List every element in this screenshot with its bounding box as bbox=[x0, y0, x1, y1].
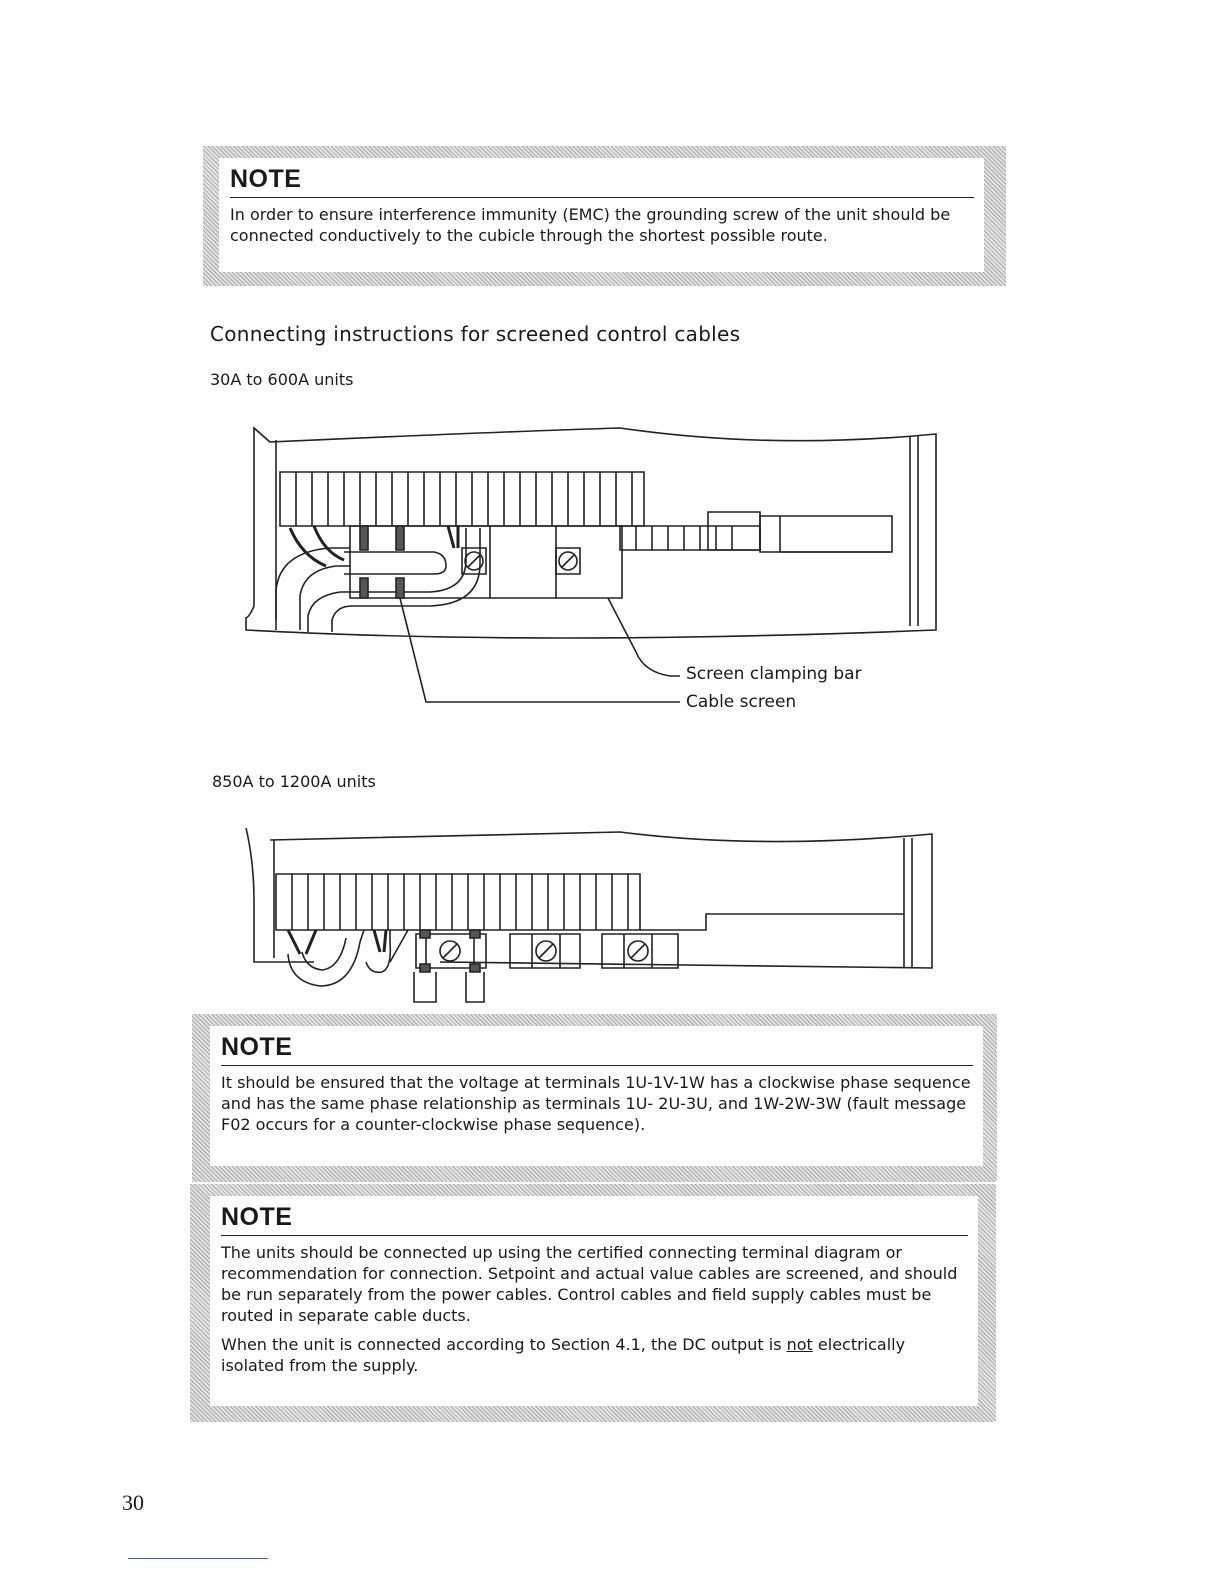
cable-screen-3 bbox=[360, 578, 368, 598]
footer-rule bbox=[128, 1558, 268, 1559]
note-paragraph-2-start: When the unit is connected according to Section 4.1, the DC output is bbox=[221, 1335, 787, 1354]
leader-screen bbox=[400, 598, 680, 702]
page-number: 30 bbox=[122, 1490, 144, 1515]
note-panel bbox=[219, 158, 984, 272]
diagram-small-heading: 30A to 600A units bbox=[210, 370, 354, 389]
note-paragraph-2 bbox=[221, 1334, 968, 1376]
wire-3 bbox=[448, 526, 458, 548]
note-heading: NOTE bbox=[221, 1202, 968, 1236]
cable-screen-4 bbox=[396, 578, 404, 598]
side-ledge bbox=[640, 914, 904, 930]
label-cable-screen: Cable screen bbox=[686, 692, 797, 712]
note-panel bbox=[210, 1196, 978, 1406]
note-paragraph-1: The units should be connected up using the certified connecting terminal diagram or recommendation for connection. Setpoint and actual value cables are screened, and should be run separately from the power cables. Control cables and field supply cables must be routed in separate cable ducts. bbox=[221, 1243, 958, 1325]
note-panel bbox=[210, 1026, 983, 1166]
wire-3 bbox=[390, 930, 408, 962]
wire-1 bbox=[290, 528, 326, 566]
wire-2 bbox=[374, 930, 386, 952]
cable-stub-2 bbox=[466, 972, 484, 1002]
wire-1 bbox=[288, 930, 316, 954]
clamp-block-3 bbox=[602, 934, 678, 968]
housing-outline bbox=[246, 828, 932, 968]
terminal-dividers bbox=[296, 472, 632, 526]
label-screen-clamping-bar: Screen clamping bar bbox=[686, 664, 862, 684]
diagram-large-heading: 850A to 1200A units bbox=[212, 772, 376, 791]
cable-screen-1 bbox=[360, 526, 368, 550]
note-text: In order to ensure interference immunity (EMC) the grounding screw of the unit should be connected conductively to the cubicle through the shortest possible route. bbox=[230, 205, 951, 245]
section-title: Connecting instructions for screened control cables bbox=[210, 322, 741, 346]
cable-loop-1 bbox=[288, 930, 364, 986]
note-emphasis-not: not bbox=[786, 1335, 813, 1354]
note-box-connection bbox=[190, 1184, 996, 1422]
note-heading: NOTE bbox=[230, 164, 974, 198]
cable-inner bbox=[344, 552, 446, 574]
wire-2 bbox=[314, 526, 344, 560]
cable-stub-1 bbox=[414, 972, 436, 1002]
note-box-phase bbox=[192, 1014, 997, 1182]
terminal-diagram-large bbox=[240, 822, 940, 1022]
cable-screen-2 bbox=[396, 526, 404, 550]
note-heading: NOTE bbox=[221, 1032, 973, 1066]
note-box-emc bbox=[203, 146, 1006, 286]
note-paragraph-2-end: electrically isolated from the supply. bbox=[221, 1335, 906, 1375]
terminal-strip bbox=[280, 472, 644, 526]
note-text: It should be ensured that the voltage at terminals 1U-1V-1W has a clockwise phase sequence and has the same phase relationship as terminals 1U- 2U-3U, and 1W-2W-3W (fault message F02 occurs for a counter-clockwise phase sequence). bbox=[221, 1073, 971, 1134]
terminal-strip bbox=[276, 874, 640, 930]
terminal-block-right bbox=[620, 526, 760, 550]
